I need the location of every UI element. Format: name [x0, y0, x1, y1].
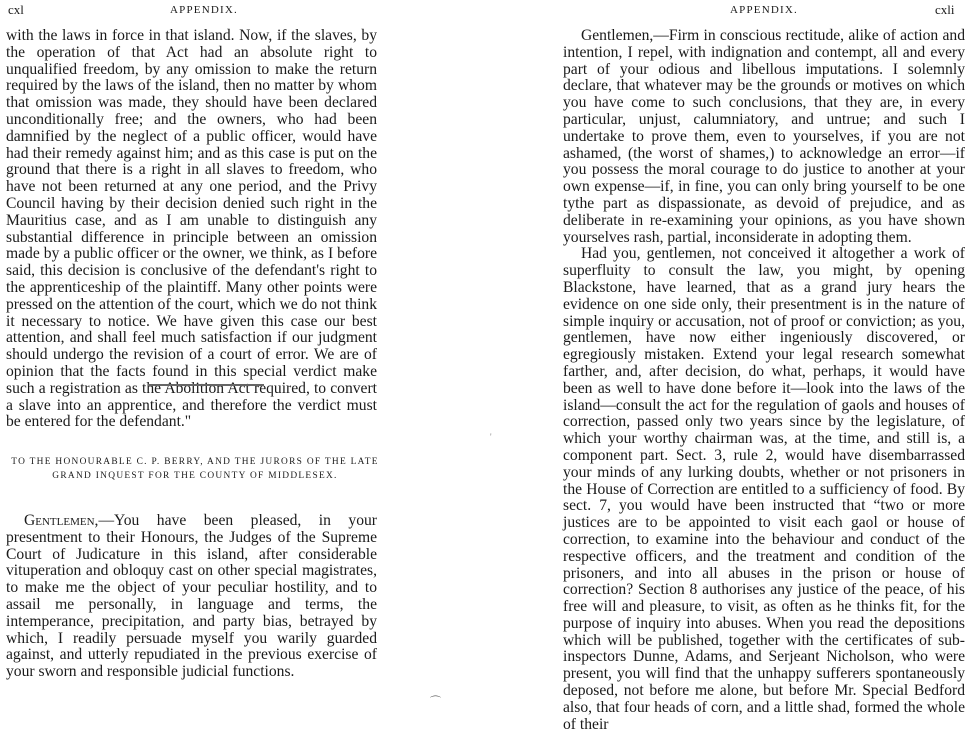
- page-number: cxl: [8, 2, 24, 17]
- letter-body: [563, 28, 965, 733]
- left-page: [0, 0, 490, 705]
- running-head: APPENDIX.: [170, 4, 238, 16]
- binding-mark: ': [490, 432, 492, 442]
- salutation: Gentlemen,: [24, 512, 99, 529]
- address-text: —You have been pleased, in your presentment to their Honours, the Judges of the Supreme Court of Judicature in this island, after considerable vituperation and obloquy cast on other special magistrates, to make me the object of your peculiar hostility, and to assail me personally, in language and terms, the intemperance, precipitation, and party bias, betrayed by which, I readily persuade myself you warily guarded against, and utterly repudiated in the previous exercise of your sworn and responsible judicial functions.: [6, 512, 377, 681]
- letter-paragraph-2: Had you, gentlemen, not conceived it altogether a work of superfluity to consult the law, you might, by opening Blackstone, have learned, that as a grand jury hears the evidence on one side only, their presentment is in the nature of simple inquiry or accusation, not of proof or conviction; as you, gentlemen, have now either ingeniously discovered, or egregiously mistaken. Extend your legal research somewhat farther, and, after decision, do what, perhaps, it would have been as well to have done before it—look into the laws of the island—consult the act for the regulation of gaols and houses of correction, passed only two years since by the legislature, of which your worthy chairman was, at the time, and still is, a component part. Sect. 3, rule 2, would have disembarrassed your minds of any lurking doubts, whether or not prisoners in the House of Correction are entitled to a sufficiency of food. By sect. 7, you would have been instructed that “two or more justices are to be appointed to visit each gaol or house of correction, to examine into the behaviour and conduct of the respective officers, and the treatment and condition of the prisoners, and into all abuses in the prison or house of correction? Section 8 authorises any justice of the peace, of his free will and pleasure, to visit, as often as he thinks fit, for the purpose of inquiry into abuses. When you read the depositions which will be published, together with the certificates of sub-inspectors Dunne, Adams, and Serjeant Nicholson, who were present, you will find that the unhappy sufferers spontaneously deposed, not before me alone, but before Mr. Special Bedford also, that four heads of corn, and a little shad, formed the whole of their: [563, 245, 965, 733]
- opinion-excerpt: [6, 28, 377, 431]
- address-opening: [6, 513, 377, 681]
- section-divider: [148, 384, 264, 386]
- stray-mark: ⌒: [430, 696, 441, 708]
- address-heading: TO THE HONOURABLE C. P. BERRY, AND THE JURORS OF THE LATE GRAND INQUEST FOR THE COUNTY OF MIDDLESEX.: [11, 457, 379, 481]
- address-paragraph: [6, 513, 377, 681]
- running-head: APPENDIX.: [730, 4, 798, 16]
- letter-paragraph-1: Gentlemen,—Firm in conscious rectitude, alike of action and intention, I repel, with indignation and contempt, all and every part of your odious and libellous imputations. I solemnly declare, that whatever may be the grounds or motives on which you have come to such conclusions, that they are, in every particular, unjust, calumniatory, and untrue; and such I undertake to prove them, even to yourselves, if you are not ashamed, (the worst of shames,) to acknowledge an error—if you possess the moral courage to do justice to another at your own expense—if, in fine, you can only bring yourself to be one tythe part as dispassionate, as devoid of prejudice, and as deliberate in re-examining your opinions, as you have shown yourselves rash, partial, inconsiderate in adopting them.: [563, 27, 965, 246]
- right-page: [490, 0, 980, 733]
- page-number: cxli: [935, 2, 955, 17]
- opening-paragraph: with the laws in force in that island. Now, if the slaves, by the operation of that Act had an absolute right to unqualified freedom, by any omission to make the return required by the laws of the island, then no matter by whom that omission was made, they should have been declared unconditionally free; and the owners, who had been damnified by the neglect of a public officer, would have had their remedy against him; and as this case is put on the ground that there is a right in all slaves to freedom, who have not been returned at any one period, and the Privy Council having by their decision denied such right in the Mauritius case, and as I am unable to distinguish any substantial difference in principle between an omission made by a public officer or the owner, we think, as I before said, this decision is conclusive of the defendant's right to the apprenticeship of the plaintiff. Many other points were pressed on the attention of the court, which we do not think it necessary to notice. We have given this case our best attention, and shall feel much satisfaction if our judgment should undergo the revision of a court of error. We are of opinion that the facts found in this special verdict make such a registration as the Abolition Act required, to convert a slave into an apprentice, and therefore the verdict must be entered for the defendant.": [6, 27, 377, 431]
